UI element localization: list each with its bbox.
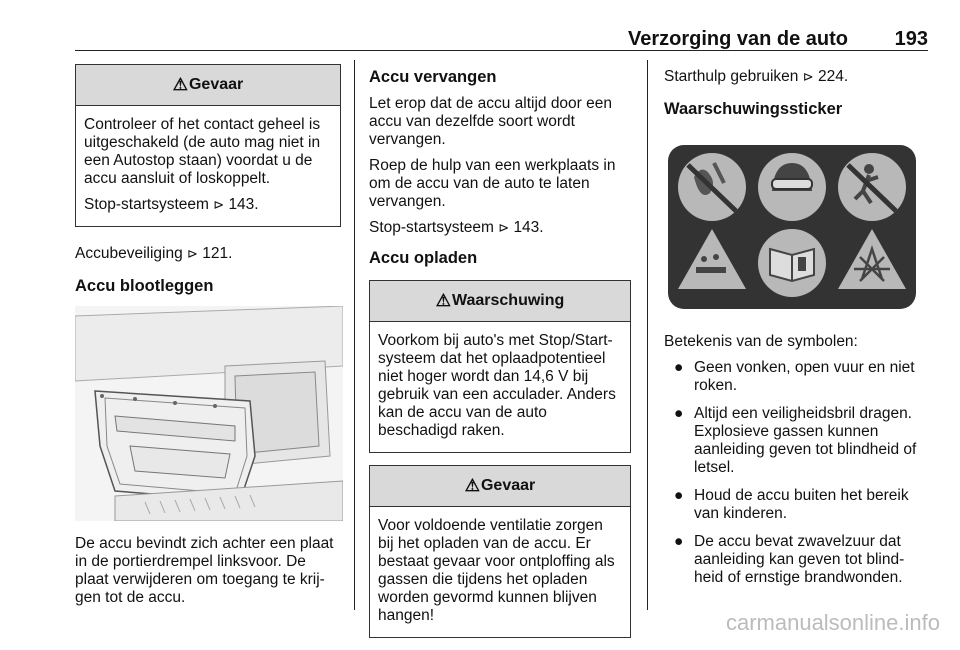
arrow-ref-icon: ⊳ — [187, 246, 198, 261]
danger-box-header — [370, 466, 630, 507]
danger-text: Controleer of het contact geheel is uitgeschakeld (de auto mag niet in een Autostop staan) voordat u de accu aansluit of loskoppelt. — [84, 116, 321, 187]
arrow-ref-icon: ⊳ — [802, 69, 814, 84]
bullet-icon: ● — [674, 359, 684, 376]
bullet-icon: ● — [674, 405, 684, 422]
warning-triangle-icon: ⚠ — [435, 291, 451, 310]
footer-watermark: carmanualsonline.info — [725, 610, 940, 635]
warning-box-header — [370, 281, 630, 322]
warning-text: Voorkom bij auto's met Stop/Start-systeem dat het oplaadpotentieel niet hoger wordt dan 14,6 V bij gebruik van een acculader. Anders kan de accu van de auto beschadigd raken. — [378, 332, 616, 439]
column-2 — [369, 64, 631, 650]
list-item: ● De accu bevat zwavelzuur dat aanleiding kan geven tot blind-heid of ernstige brandwonden. — [674, 533, 905, 586]
danger-box-body — [370, 507, 630, 637]
bullet-icon: ● — [674, 487, 684, 504]
list-item: ● Geen vonken, open vuur en niet roken. — [674, 359, 915, 394]
danger-box-body — [76, 106, 340, 226]
battery-cover-illustration — [75, 306, 343, 521]
section-heading: Waarschuwingssticker — [664, 100, 843, 118]
battery-protection-reference: Accubeveiliging ⊳ 121. — [75, 245, 233, 262]
warning-triangle-icon: ⚠ — [172, 75, 188, 94]
battery-location-text: De accu bevindt zich achter een plaat in de portierdrempel linksvoor. De plaat verwijderen om toegang te krij-gen tot de accu. — [75, 535, 334, 606]
bullet-icon: ● — [674, 533, 684, 550]
danger-box — [369, 465, 631, 638]
danger-box-title: Gevaar — [188, 76, 244, 93]
section-heading: Accu blootleggen — [75, 277, 214, 295]
replace-text-1: Let erop dat de accu altijd door een accu van dezelfde soort wordt vervangen. — [369, 95, 613, 148]
danger-reference: Stop-startsysteem ⊳ 143. — [84, 196, 259, 213]
column-1 — [75, 64, 341, 615]
symbols-intro: Betekenis van de symbolen: — [664, 333, 858, 350]
warning-box-body — [370, 322, 630, 452]
list-item: ● Altijd een veiligheidsbril dragen. Explosieve gassen kunnen aanleiding geven tot blindheid of letsel. — [674, 405, 917, 476]
replace-text-2: Roep de hulp van een werkplaats in om de accu van de auto te laten vervangen. — [369, 157, 616, 210]
jump-start-reference: Starthulp gebruiken ⊳ 224. — [664, 68, 849, 85]
section-heading: Accu vervangen — [369, 68, 497, 86]
danger-box-title: Gevaar — [480, 477, 536, 494]
page-header — [75, 28, 928, 51]
danger-box — [75, 64, 341, 227]
stop-start-reference: Stop-startsysteem ⊳ 143. — [369, 219, 544, 236]
section-heading: Accu opladen — [369, 249, 478, 267]
chapter-title: Verzorging van de auto — [627, 28, 848, 50]
danger-text: Voor voldoende ventilatie zorgen bij het opladen van de accu. Er bestaat gevaar voor ontploffing als gassen die tijdens het opladen worden gevormd kunnen blijven hangen! — [378, 517, 615, 624]
danger-box-header — [76, 65, 340, 106]
column-divider-2 — [647, 60, 648, 610]
warning-box — [369, 280, 631, 453]
arrow-ref-icon: ⊳ — [498, 220, 510, 235]
warning-triangle-icon: ⚠ — [464, 476, 480, 495]
warning-box-title: Waarschuwing — [451, 292, 565, 309]
warning-sticker — [664, 139, 928, 319]
column-divider-1 — [354, 60, 355, 610]
page-number: 193 — [894, 28, 928, 50]
column-3 — [664, 64, 928, 597]
symbols-list — [664, 359, 928, 587]
list-item: ● Houd de accu buiten het bereik van kinderen. — [674, 487, 909, 522]
arrow-ref-icon: ⊳ — [213, 197, 225, 212]
